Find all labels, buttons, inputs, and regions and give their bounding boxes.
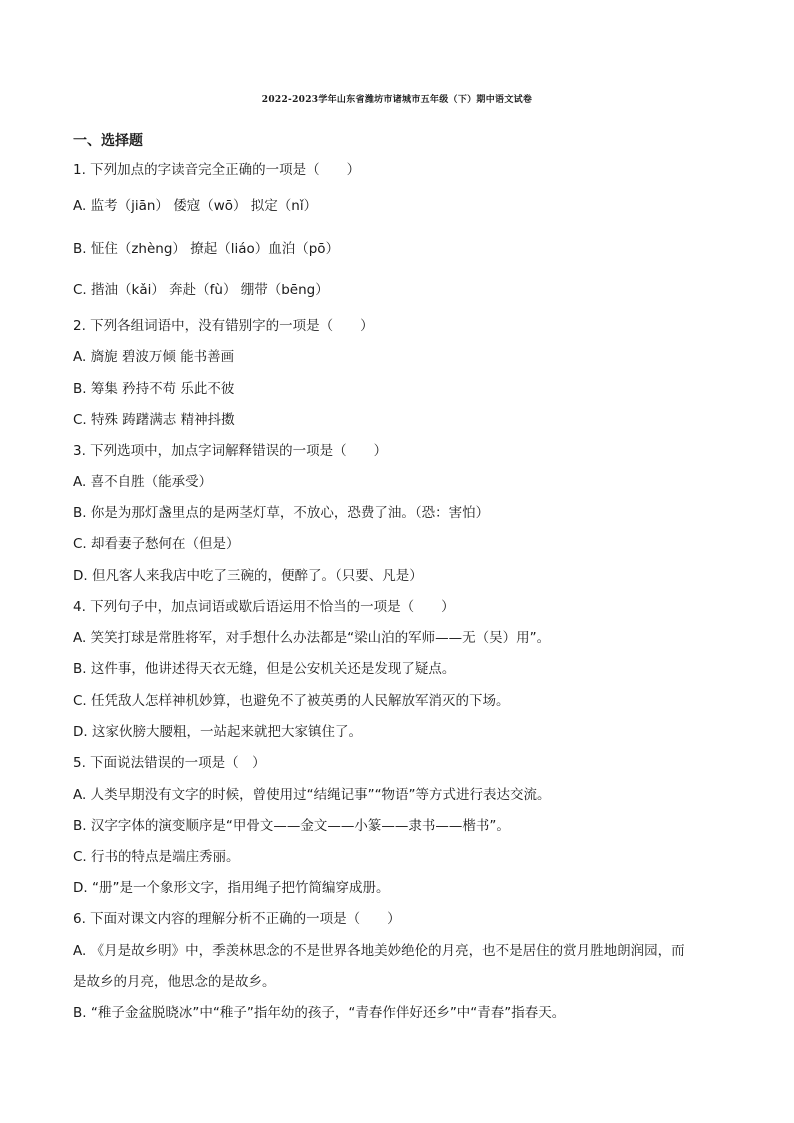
question-2: 2. 下列各组词语中，没有错别字的一项是（ ）: [73, 318, 374, 334]
q5-option-b: B. 汉字字体的演变顺序是“甲骨文——金文——小篆——隶书——楷书”。: [73, 818, 510, 834]
q4-option-d: D. 这家伙膀大腰粗，一站起来就把大家镇住了。: [73, 724, 362, 740]
q5-option-c: C. 行书的特点是端庄秀丽。: [73, 849, 240, 865]
q5-option-d: D. “册”是一个象形文字，指用绳子把竹简编穿成册。: [73, 880, 390, 896]
q4-option-a: A. 笑笑打球是常胜将军，对手想什么办法都是“梁山泊的军师——无（吴）用”。: [73, 630, 551, 646]
q5-option-a: A. 人类早期没有文字的时候，曾使用过“结绳记事”“物语”等方式进行表达交流。: [73, 787, 551, 803]
q3-option-a: A. 喜不自胜（能承受）: [73, 474, 213, 490]
exam-title: 2022-2023学年山东省潍坊市诸城市五年级（下）期中语文试卷: [261, 95, 533, 105]
question-4: 4. 下列句子中，加点词语或歇后语运用不恰当的一项是（ ）: [73, 599, 455, 615]
q3-option-c: C. 却看妻子愁何在（但是）: [73, 536, 240, 552]
q6-option-a: A. 《月是故乡明》中，季羡林思念的不是世界各地美妙绝伦的月亮，也不是居住的赏月胜地朗润园，而: [73, 943, 685, 959]
q2-option-a: A. 旖旎 碧波万倾 能书善画: [73, 349, 235, 365]
q3-option-d: D. 但凡客人来我店中吃了三碗的，便醉了。（只要、凡是）: [73, 568, 423, 584]
q3-option-b: B. 你是为那灯盏里点的是两茎灯草，不放心，恐费了油。（恐：害怕）: [73, 505, 490, 521]
q4-option-b: B. 这件事，他讲述得天衣无缝，但是公安机关还是发现了疑点。: [73, 661, 456, 677]
q1-option-b: B. 怔住（zhèng） 撩起（liáo）血泊（pō）: [73, 241, 340, 257]
q6-option-b: B. “稚子金盆脱晓冰”中“稚子”指年幼的孩子，“青春作伴好还乡”中“青春”指春天。: [73, 1005, 566, 1021]
q6-option-a-continued: 是故乡的月亮，他思念的是故乡。: [73, 974, 276, 990]
question-3: 3. 下列选项中，加点字词解释错误的一项是（ ）: [73, 443, 388, 459]
q4-option-c: C. 任凭敌人怎样神机妙算，也避免不了被英勇的人民解放军消灭的下场。: [73, 693, 510, 709]
q1-option-c: C. 揩油（kǎi） 奔赴（fù） 绷带（bēng）: [73, 282, 329, 298]
section-heading: 一、选择题: [73, 133, 143, 149]
q2-option-c: C. 特殊 踌躇满志 精神抖擞: [73, 412, 235, 428]
question-5: 5. 下面说法错误的一项是（ ）: [73, 755, 266, 771]
question-6: 6. 下面对课文内容的理解分析不正确的一项是（ ）: [73, 911, 401, 927]
q2-option-b: B. 筹集 矜持不苟 乐此不彼: [73, 381, 235, 397]
q1-option-a: A. 监考（jiān） 倭寇（wō） 拟定（nǐ）: [73, 198, 318, 214]
question-1: 1. 下列加点的字读音完全正确的一项是（ ）: [73, 162, 361, 178]
